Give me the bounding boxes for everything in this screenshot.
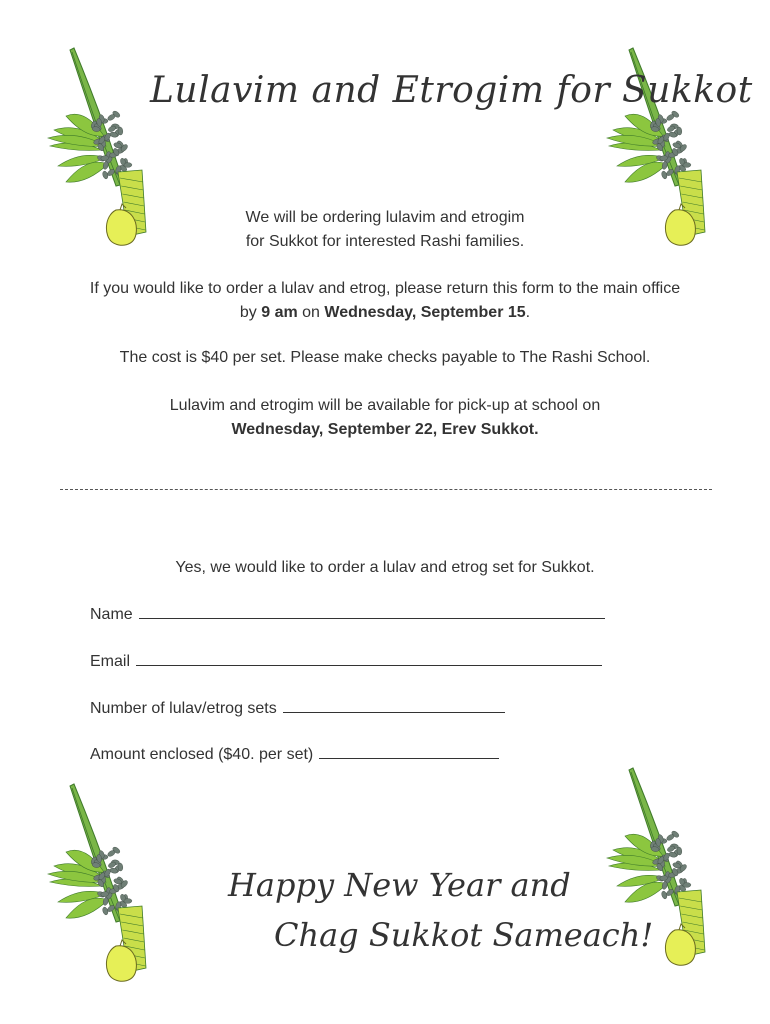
lulav-etrog-icon [44, 782, 154, 982]
closing-greeting-line-1: Happy New Year and [228, 866, 571, 904]
page-title: Lulavim and Etrogim for Sukkot [150, 70, 753, 111]
amount-field-row [90, 742, 499, 766]
pickup-info [0, 394, 770, 442]
order-instructions [0, 277, 770, 325]
order-instructions-line-1: If you would like to order a lulav and etrog, please return this form to the main office [89, 280, 681, 297]
name-label: Name [90, 606, 133, 623]
amount-field[interactable] [319, 742, 499, 759]
name-field-row [90, 602, 605, 626]
intro-text [0, 206, 770, 254]
sets-label: Number of lulav/etrog sets [90, 700, 277, 717]
email-label: Email [90, 653, 131, 670]
name-field[interactable] [139, 602, 605, 619]
intro-line-2: for Sukkot for interested Rashi families. [245, 233, 525, 250]
cost-text: The cost is $40 per set. Please make checks payable to The Rashi School. [119, 349, 651, 366]
email-field[interactable] [136, 649, 602, 666]
deadline-time: 9 am [261, 304, 298, 321]
sets-field-row [90, 696, 505, 720]
pickup-date [0, 418, 770, 442]
email-field-row [90, 649, 602, 673]
sets-field[interactable] [283, 696, 505, 713]
pickup-date-text: Wednesday, September 22, Erev Sukkot. [231, 421, 539, 438]
deadline-by: by [239, 304, 262, 321]
form-heading: Yes, we would like to order a lulav and etrog set for Sukkot. [175, 559, 595, 576]
cut-line-divider [60, 489, 712, 490]
intro-line-1: We will be ordering lulavim and etrogim [245, 209, 525, 226]
deadline-on: on [297, 304, 325, 321]
deadline-period: . [525, 304, 531, 321]
order-deadline [0, 301, 770, 325]
closing-greeting-line-2: Chag Sukkot Sameach! [274, 916, 654, 954]
deadline-date: Wednesday, September 15 [324, 304, 526, 321]
amount-label: Amount enclosed ($40. per set) [90, 746, 314, 763]
pickup-line-1: Lulavim and etrogim will be available for pick-up at school on [169, 397, 601, 414]
